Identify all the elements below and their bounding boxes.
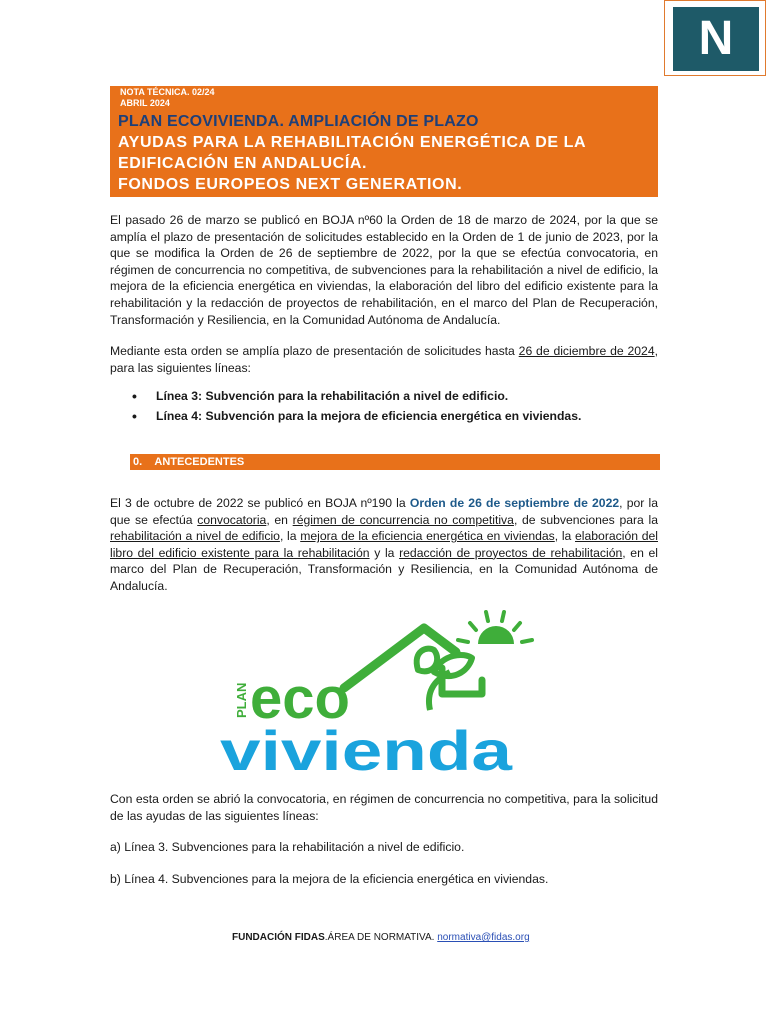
section-number: 0. [133,456,143,468]
logo-vivienda-text: vivienda [220,719,514,780]
linea-b: b) Línea 4. Subvenciones para la mejora de la eficiencia energética en viviendas. [110,872,549,886]
text-run: , por la que se efectúa [110,496,658,527]
intro-paragraph: El pasado 26 de marzo se publicó en BOJA nº60 la Orden de 18 de marzo de 2024, por la que se amplía el plazo de presentación de solicitudes establecido en la Orden de 1 de junio de 2023, por la que se modifica la Orden de 26 de septiembre de 2022, por la que se efectúa convocatoria, en régimen de concurrencia no competitiva, de subvenciones para la rehabilitación a nivel de edificio, la mejora de la eficiencia energética en viviendas, la elaboración del libro del edificio existente para la rehabilitación y la redacción de proyectos de rehabilitación, en el marco del Plan de Recuperación, Transformación y Resiliencia, en la Comunidad Autónoma de Andalucía. [110,213,658,327]
page-title: PLAN ECOVIVIENDA. AMPLIACIÓN DE PLAZO [118,113,479,130]
section-heading-antecedentes [130,454,660,470]
underlined-term: régimen de concurrencia no competitiva [292,512,514,527]
text-run: y la [369,545,400,560]
lineas-list [130,386,660,426]
underlined-term: mejora de la eficiencia energética en viviendas [300,529,555,544]
logo-eco-text: eco [250,666,350,731]
underlined-term: elaboración del libro del edificio existente para la rehabilitación [110,529,658,560]
footer-email-link[interactable]: normativa@fidas.org [437,932,530,943]
logo-letter: N [673,7,759,71]
linea-a: a) Línea 3. Subvenciones para la rehabilitación a nivel de edificio. [110,840,465,854]
underlined-term: convocatoria [197,512,267,527]
sun-icon [478,626,514,644]
subtitle-line-2: EDIFICACIÓN EN ANDALUCÍA. [118,155,368,172]
underlined-term: redacción de proyectos de rehabilitación [399,545,623,560]
text-run: El 3 de octubre de 2022 se publicó en BOJA nº190 la [110,496,410,510]
list-item: • Línea 3: Subvención para la rehabilitación a nivel de edificio. [130,386,660,406]
orden-link[interactable]: Orden de 26 de septiembre de 2022 [409,496,620,510]
ampliacion-prefix: Mediante esta orden se amplía plazo de presentación de solicitudes hasta [110,344,519,358]
title-banner [110,86,658,197]
nota-date: ABRIL 2024 [120,98,170,108]
text-run: , la [279,529,301,544]
list-item: • Línea 4: Subvención para la mejora de eficiencia energética en viviendas. [130,406,660,426]
subtitle-line-1: AYUDAS PARA LA REHABILITACIÓN ENERGÉTICA DE LA [118,134,587,151]
ecovivienda-logo-graphic [220,610,550,780]
text-run: , de subvenciones para la [513,512,659,527]
antecedentes-paragraph [110,495,658,595]
underlined-term: rehabilitación a nivel de edificio [110,529,280,544]
text-run: , en el marco del Plan de Recuperación, Transformación y Resiliencia, en la Comunidad Autónoma de Andalucía. [110,545,658,593]
footer-area: .ÁREA DE NORMATIVA. [324,932,438,943]
nota-tecnica: NOTA TÉCNICA. 02/24 [120,87,215,97]
subtitle-line-3: FONDOS EUROPEOS NEXT GENERATION. [118,176,463,193]
ampliacion-suffix: , para las siguientes líneas: [110,344,658,375]
text-run: , en [266,512,293,527]
ecovivienda-logo [220,610,550,780]
footer [232,932,530,944]
ampliacion-paragraph [110,343,658,376]
convocatoria-paragraph: Con esta orden se abrió la convocatoria, en régimen de concurrencia no competitiva, para la solicitud de las ayudas de las siguientes líneas: [110,792,658,823]
section-title: ANTECEDENTES [154,456,245,468]
footer-org: FUNDACIÓN FIDAS [232,932,325,943]
logo-badge [664,0,766,76]
logo-plan-text: PLAN [234,682,249,718]
deadline-date: 26 de diciembre de 2024 [518,344,655,358]
text-run: , la [554,529,576,544]
